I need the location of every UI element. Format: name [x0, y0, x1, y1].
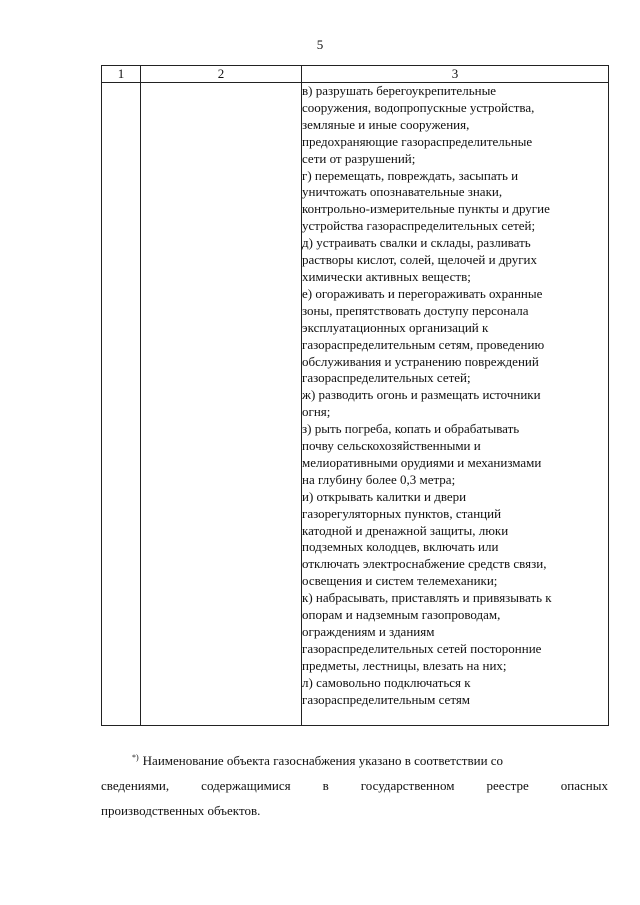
page-number: 5 [316, 37, 324, 52]
table-text-line: к) набрасывать, приставлять и привязывать к [302, 590, 552, 606]
column-header-2: 2 [141, 66, 302, 83]
footnote-word: в [322, 778, 329, 793]
footnote-line-2 [101, 773, 608, 798]
table-header-row [102, 66, 609, 83]
footnote-word: государственном [360, 778, 455, 793]
footnote-marker: *) [132, 752, 139, 762]
footnote-line-1 [101, 748, 608, 773]
table-text-line: газораспределительным сетям [302, 691, 471, 707]
footnote-word: содержащимися [201, 778, 291, 793]
table-text-line: газораспределительным сетям, проведению [302, 336, 545, 352]
table-text-line: устройства газораспределительных сетей; [302, 218, 536, 234]
table-text-line: ограждениям и зданиям [302, 624, 435, 639]
table-text-line: освещения и систем телемеханики; [302, 573, 498, 589]
table-text-line: отключать электроснабжение средств связи, [302, 556, 547, 572]
table-cell-col1 [102, 83, 141, 726]
table-text-line: катодной и дренажной защиты, люки [302, 522, 509, 538]
table-text-line: и) открывать калитки и двери [302, 488, 467, 504]
table-text-line: газораспределительных сетей посторонние [302, 640, 542, 656]
table-text-line: подземных колодцев, включать или [302, 539, 499, 555]
footnote-line-1-text: Наименование объекта газоснабжения указано в соответствии со [142, 753, 504, 768]
footnote-word: реестре [486, 778, 529, 793]
table-text-line: земляные и иные сооружения, [302, 116, 470, 132]
table-text-line: д) устраивать свалки и склады, разливать [302, 235, 531, 251]
table-text-line: ж) разводить огонь и размещать источники [302, 387, 541, 403]
table-text-line: на глубину более 0,3 метра; [302, 471, 456, 487]
table-row [102, 83, 609, 726]
table-text-line: предметы, лестницы, влезать на них; [302, 657, 507, 673]
table-text-line: огня; [302, 404, 331, 420]
document-table [101, 65, 609, 726]
table-text-line: химически активных веществ; [302, 268, 471, 284]
table-text-line: газораспределительных сетей; [302, 370, 471, 386]
table-text-line: сооружения, водопропускные устройства, [302, 99, 535, 115]
table-text-line: в) разрушать берегоукрепительные [302, 83, 497, 98]
table-text-line: уничтожать опознавательные знаки, [302, 184, 503, 200]
table-cell-col2 [141, 83, 302, 726]
table-text-line: сети от разрушений; [302, 150, 416, 166]
table-text-line: эксплуатационных организаций к [302, 319, 489, 335]
footnote-word: опасных [560, 778, 608, 793]
table-text-line: зоны, препятствовать доступу персонала [302, 302, 529, 318]
column-header-3: 3 [302, 66, 609, 83]
table-text-line: опорам и надземным газопроводам, [302, 607, 501, 623]
table-text-line: г) перемещать, повреждать, засыпать и [302, 167, 519, 183]
column-header-1: 1 [102, 66, 141, 83]
table-cell-col3 [302, 83, 609, 726]
table-text-line: мелиоративными орудиями и механизмами [302, 454, 542, 470]
table-text-line: з) рыть погреба, копать и обрабатывать [302, 421, 520, 437]
footnote [101, 748, 608, 823]
table-text-line: обслуживания и устранению повреждений [302, 353, 539, 369]
table-text-line: л) самовольно подключаться к [302, 674, 471, 690]
footnote-line-3: производственных объектов. [101, 803, 261, 818]
table-text-line: контрольно-измерительные пункты и другие [302, 201, 550, 217]
table-text-line: растворы кислот, солей, щелочей и других [302, 252, 538, 268]
table-text-line: почву сельскохозяйственными и [302, 438, 481, 454]
table-text-line: газорегуляторных пунктов, станций [302, 505, 502, 521]
table-text-line: предохраняющие газораспределительные [302, 133, 533, 149]
table-text-line: е) огораживать и перегораживать охранные [302, 285, 543, 301]
footnote-word: сведениями, [101, 778, 170, 793]
